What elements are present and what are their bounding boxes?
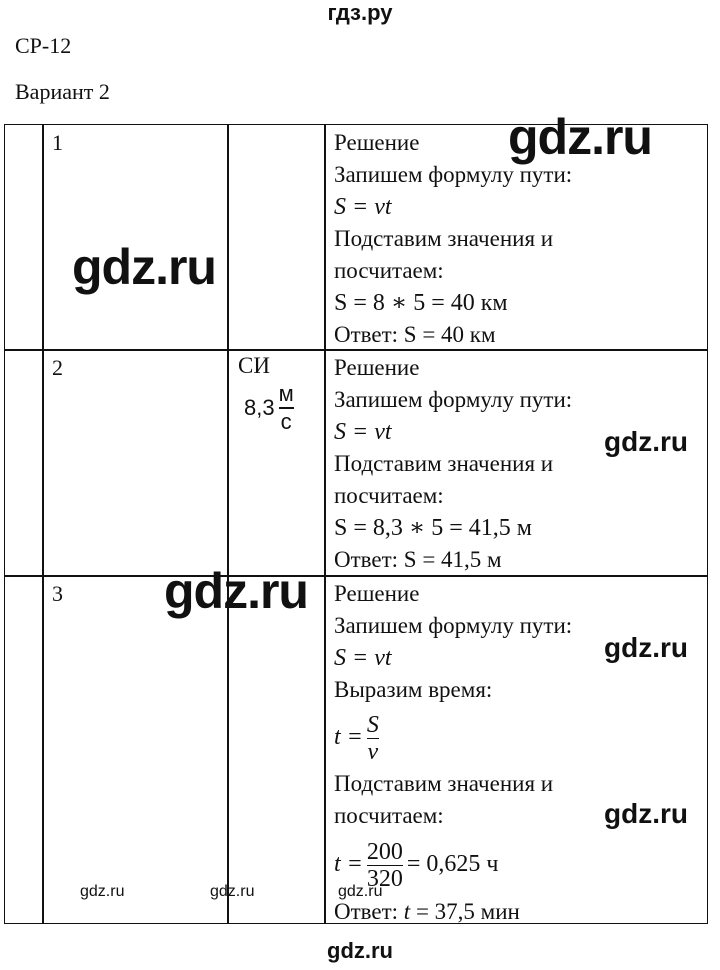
answer-variable: t (403, 899, 411, 924)
variant-title: Вариант 2 (15, 79, 110, 104)
fraction-denominator: 320 (366, 866, 403, 893)
watermark: gdz.ru (72, 239, 216, 295)
formula-lhs: t = (334, 851, 363, 877)
column-divider (324, 124, 326, 924)
si-label: СИ (238, 353, 270, 378)
watermark: gdz.ru (508, 109, 652, 165)
solution-line: Решение (334, 130, 420, 155)
column-divider (42, 124, 44, 924)
formula-lhs: t = (334, 724, 363, 750)
task-number-2: 2 (52, 355, 63, 380)
fraction-numerator: 200 (366, 838, 403, 865)
answer-line: Ответ: S = 40 км (334, 322, 496, 347)
unit-fraction (279, 381, 294, 435)
solution-line: Запишем формулу пути: (334, 613, 573, 638)
time-formula (334, 706, 572, 768)
solution-line: посчитаем: (334, 803, 444, 828)
task-number-3: 3 (52, 581, 63, 606)
solution-line: Подставим значения и (334, 771, 554, 796)
solution-line: посчитаем: (334, 483, 444, 508)
solution-line: посчитаем: (334, 258, 444, 283)
calc-line: S = 8,3 ∗ 5 = 41,5 м (334, 515, 532, 541)
unit-denominator: с (280, 408, 292, 434)
task-number-1: 1 (52, 130, 63, 155)
watermark: gdz.ru (210, 883, 255, 900)
formula-line: S = vt (334, 194, 392, 220)
calc-result: = 0,625 ч (406, 851, 499, 877)
answer-label: Ответ: (334, 899, 404, 924)
formula-fraction (367, 712, 379, 766)
solution-line: Запишем формулу пути: (334, 387, 573, 412)
solution-line: Решение (334, 355, 420, 380)
solution-line: Выразим время: (334, 677, 493, 702)
solution-3 (334, 578, 572, 928)
solution-2 (334, 352, 572, 576)
watermark: gdz.ru (604, 426, 688, 457)
watermark: gdz.ru (80, 883, 125, 900)
watermark: gdz.ru (604, 632, 688, 663)
si-conversion (244, 381, 298, 435)
solution-line: Подставим значения и (334, 451, 554, 476)
formula-line: S = vt (334, 419, 392, 445)
formula-line: S = vt (334, 645, 392, 671)
fraction-numerator: S (366, 711, 379, 738)
solution-line: Запишем формулу пути: (334, 162, 573, 187)
column-divider (227, 124, 229, 924)
unit-numerator: м (278, 381, 294, 406)
site-footer: gdz.ru (327, 938, 393, 963)
solution-line: Подставим значения и (334, 226, 554, 251)
calc-line: S = 8 ∗ 5 = 40 км (334, 290, 508, 316)
si-value: 8,3 (244, 394, 275, 420)
watermark: gdz.ru (164, 563, 308, 619)
fraction-denominator: v (367, 739, 379, 766)
watermark: gdz.ru (338, 883, 383, 900)
site-title: гдз.ру (327, 0, 393, 25)
answer-line: Ответ: S = 41,5 м (334, 547, 502, 572)
answer-value: = 37,5 мин (410, 899, 520, 924)
work-code: СР-12 (15, 33, 72, 58)
solution-line: Решение (334, 581, 420, 606)
watermark: gdz.ru (604, 798, 688, 829)
